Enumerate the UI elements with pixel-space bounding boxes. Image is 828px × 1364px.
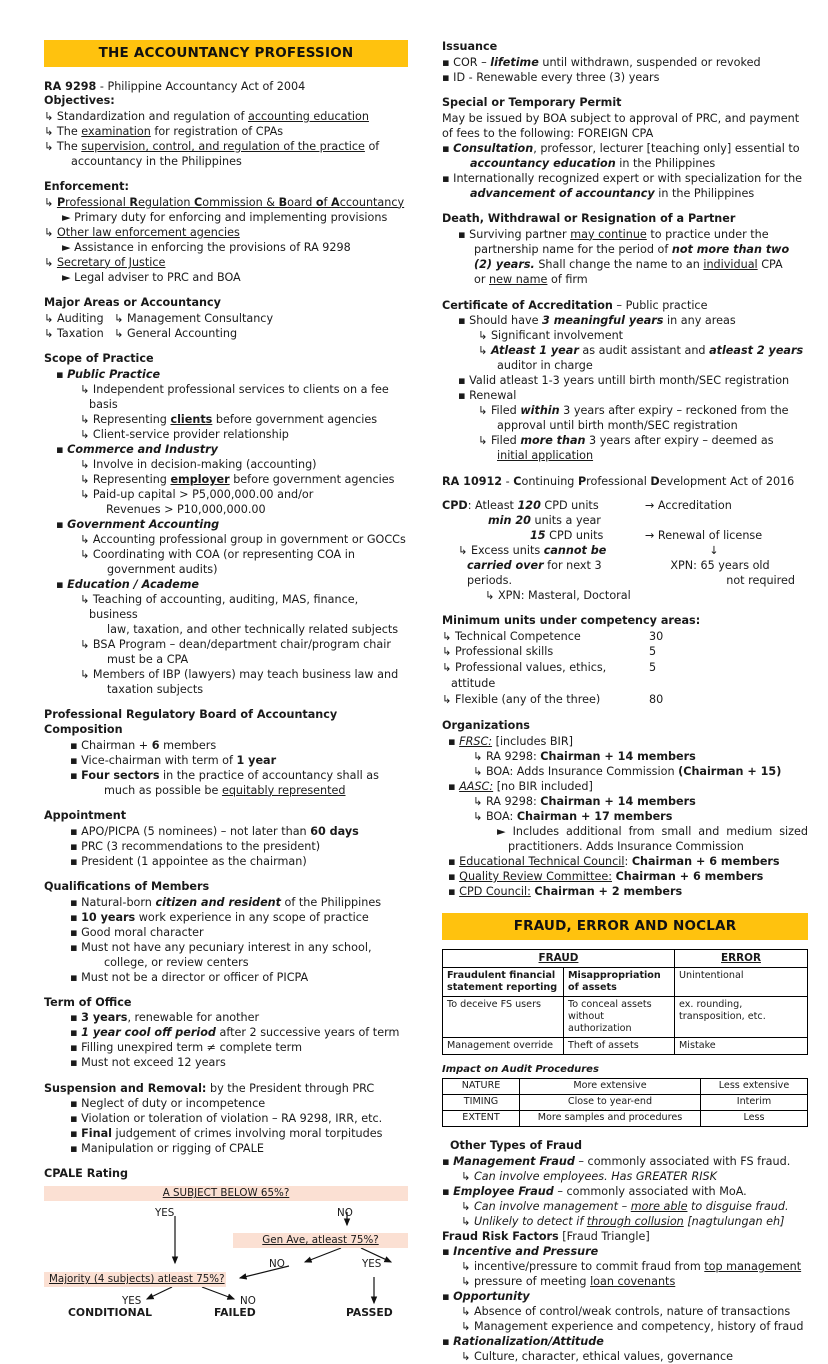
cpd-left-text	[442, 498, 642, 603]
ra9298-title: - Philippine Accountancy Act of 2004	[96, 80, 306, 93]
other-fraud-heading: Other Types of Fraud	[450, 1138, 582, 1152]
table-cell: NATURE	[443, 1078, 520, 1094]
flow-question-1: A SUBJECT BELOW 65%?	[44, 1186, 408, 1201]
prboa-item: ▪ Chairman + 6 members	[70, 738, 217, 752]
qualification-item-cont: college, or review centers	[104, 955, 249, 969]
death-item-cont: (2) years. Shall change the name to an individual CPA	[474, 257, 783, 271]
organization-item: ▪ Educational Technical Council: Chairman + 6 members	[448, 854, 780, 868]
cpd-diagram	[442, 498, 808, 603]
death-item-cont: or new name of firm	[474, 272, 588, 286]
min-units-row: ↳ Professional values, ethics, attitude 5	[442, 660, 808, 692]
table-cell: Misappropriation of assets	[564, 967, 675, 996]
appointment-item: ▪ President (1 appointee as the chairman)	[70, 854, 307, 868]
flow-label-no-3: NO	[240, 1295, 256, 1308]
enforcement-subitem: ► Legal adviser to PRC and BOA	[62, 270, 241, 284]
table-row	[443, 1094, 808, 1110]
accreditation-heading: Certificate of Accreditation	[442, 298, 613, 312]
term-item: ▪ 1 year cool off period after 2 successive years of term	[70, 1026, 400, 1040]
table-cell: Theft of assets	[564, 1037, 675, 1054]
cpd-line: carried over for next 3	[467, 558, 602, 572]
table-row	[443, 1078, 808, 1094]
ra9298-title-line	[44, 79, 408, 94]
major-area-cell: ↳ Taxation	[44, 326, 104, 340]
scope-item: ↳ Client-service provider relationship	[80, 428, 289, 442]
death-item-cont: partnership name for the period of not more than two	[474, 242, 790, 256]
flow-question-3: Majority (4 subjects) atleast 75%?	[44, 1272, 226, 1287]
scope-of-practice-block	[44, 352, 408, 697]
appointment-item: ▪ APO/PICPA (5 nominees) – not later than 60 days	[70, 824, 359, 838]
fraud-error-table	[442, 949, 808, 1055]
organization-item: ▪ Quality Review Committee: Chairman + 6 members	[448, 869, 764, 883]
qualifications-heading: Qualifications of Members	[44, 879, 210, 893]
enforcement-item: ↳ Other law enforcement agencies	[44, 225, 240, 239]
organization-subsubitem: ► Includes additional from small and medium sized practitioners. Adds Insurance Commission	[497, 824, 808, 853]
cpale-heading: CPALE Rating	[44, 1167, 129, 1181]
flow-result-conditional: CONDITIONAL	[68, 1306, 152, 1320]
scope-item: ↳ Accounting professional group in government or GOCCs	[80, 533, 406, 547]
other-fraud-item: ▪ Management Fraud – commonly associated with FS fraud.	[442, 1154, 791, 1168]
term-of-office-block	[44, 996, 408, 1071]
scope-group-label: ▪ Public Practice	[56, 368, 161, 382]
risk-item: ↳ Management experience and competency, history of fraud	[461, 1319, 804, 1333]
scope-item: ↳ BSA Program – dean/department chair/program chair	[80, 638, 391, 652]
right-column	[442, 40, 808, 1364]
other-fraud-subitem: ↳ Unlikely to detect if through collusion [nagtulungan eh]	[461, 1214, 785, 1228]
risk-item: ↳ Culture, character, ethical values, governance	[461, 1349, 734, 1363]
qualification-item: ▪ Must not have any pecuniary interest in any school,	[70, 940, 372, 954]
suspension-item: ▪ Violation or toleration of violation – RA 9298, IRR, etc.	[70, 1112, 383, 1126]
cpd-xpn-line: XPN: 65 years old	[670, 558, 770, 572]
fraud-header-cell: FRAUD	[443, 949, 675, 967]
scope-group-label: ▪ Education / Academe	[56, 578, 199, 592]
scope-item-cont: law, taxation, and other technically related subjects	[107, 623, 399, 637]
table-cell: To deceive FS users	[443, 996, 564, 1037]
risk-heading-line: Fraud Risk Factors [Fraud Triangle]	[442, 1229, 650, 1243]
risk-group: ▪ Opportunity	[442, 1289, 530, 1303]
scope-item: ↳ Paid-up capital > P5,000,000.00 and/or	[80, 488, 314, 502]
cpd-arrow-line: → Renewal of license	[645, 528, 763, 542]
cpd-line: min 20 units a year	[488, 513, 601, 527]
appointment-heading: Appointment	[44, 808, 127, 822]
table-row	[443, 967, 808, 996]
qualification-item: ▪ Must not be a director or officer of PICPA	[70, 970, 309, 984]
left-column	[44, 40, 408, 1318]
scope-item: ↳ Coordinating with COA (or representing COA in	[80, 548, 355, 562]
cpd-line: periods.	[467, 573, 513, 587]
objectives-heading: Objectives:	[44, 94, 115, 107]
table-cell: More samples and procedures	[520, 1110, 701, 1126]
term-item: ▪ Must not exceed 12 years	[70, 1056, 226, 1070]
scope-item-cont: Revenues > P10,000,000.00	[106, 503, 266, 517]
other-fraud-subitem: ↳ Can involve management – more able to disguise fraud.	[461, 1199, 789, 1213]
renewal-subitem-cont: approval until birth month/SEC registration	[497, 418, 738, 432]
organization-item: ▪ CPD Council: Chairman + 2 members	[448, 884, 683, 898]
prboa-heading: Professional Regulatory Board of Accountancy	[44, 708, 338, 722]
suspension-item: ▪ Manipulation or rigging of CPALE	[70, 1142, 264, 1156]
accreditation-subitem: ↳ Atleast 1 year as audit assistant and atleast 2 years	[478, 343, 804, 357]
organization-subitem: ↳ RA 9298: Chairman + 14 members	[473, 749, 696, 763]
cpd-down-arrow: ↓	[709, 543, 719, 557]
organization-subitem: ↳ BOA: Adds Insurance Commission (Chairman + 15)	[473, 764, 782, 778]
major-area-cell: ↳ General Accounting	[114, 326, 238, 340]
flow-question-2: Gen Ave, atleast 75%?	[233, 1233, 408, 1248]
major-areas-heading: Major Areas or Accountancy	[44, 295, 221, 309]
flow-label-no-2: NO	[269, 1258, 285, 1271]
risk-group: ▪ Rationalization/Attitude	[442, 1334, 604, 1348]
table-cell: TIMING	[443, 1094, 520, 1110]
scope-item: ↳ Representing clients before government agencies	[80, 413, 378, 427]
accreditation-block	[442, 298, 808, 463]
accreditation-item: ▪ Renewal	[458, 388, 517, 402]
ra9298-block	[44, 79, 408, 169]
permit-item-cont: advancement of accountancy in the Philippines	[470, 186, 755, 200]
organizations-block	[442, 719, 808, 899]
flow-label-no-1: NO	[337, 1207, 353, 1220]
other-fraud-item: ▪ Employee Fraud – commonly associated with MoA.	[442, 1184, 747, 1198]
issuance-block	[442, 40, 808, 85]
scope-group-label: ▪ Government Accounting	[56, 518, 220, 532]
major-areas-row	[44, 311, 408, 326]
enforcement-subitem: ► Primary duty for enforcing and implementing provisions	[62, 210, 388, 224]
cpd-arrow-line: → Accreditation	[645, 498, 732, 512]
scope-item-cont: government audits)	[107, 563, 218, 577]
scope-item: ↳ Involve in decision-making (accounting)	[80, 458, 317, 472]
permit-item-cont: accountancy education in the Philippines	[470, 156, 716, 170]
prboa-composition-heading: Composition	[44, 722, 123, 736]
scope-item: ↳ Independent professional services to clients on a fee basis	[80, 383, 389, 412]
min-units-value: 5	[649, 661, 657, 675]
table-cell: More extensive	[520, 1078, 701, 1094]
cpd-line: ↳ XPN: Masteral, Doctoral	[485, 588, 631, 602]
table-cell: Unintentional	[675, 967, 808, 996]
death-item: ▪ Surviving partner may continue to practice under the	[458, 227, 769, 241]
appointment-item: ▪ PRC (3 recommendations to the president)	[70, 839, 321, 853]
organization-item: ▪ FRSC: [includes BIR]	[448, 734, 573, 748]
renewal-subitem: ↳ Filed more than 3 years after expiry – deemed as	[478, 433, 774, 447]
organization-subitem: ↳ BOA: Chairman + 17 members	[473, 809, 673, 823]
scope-item: ↳ Members of IBP (lawyers) may teach business law and	[80, 668, 399, 682]
permit-intro-2: of fees to the following: FOREIGN CPA	[442, 126, 654, 140]
flow-label-yes-2: YES	[362, 1258, 382, 1271]
scope-group-label: ▪ Commerce and Industry	[56, 443, 218, 457]
table-cell: Interim	[701, 1094, 808, 1110]
cpd-right-text	[645, 498, 805, 588]
table-row	[443, 949, 808, 967]
flow-label-yes-1: YES	[155, 1207, 175, 1220]
flow-result-passed: PASSED	[346, 1306, 393, 1320]
table-cell: Less extensive	[701, 1078, 808, 1094]
organizations-heading: Organizations	[442, 719, 530, 733]
death-heading: Death, Withdrawal or Resignation of a Partner	[442, 211, 736, 225]
enforcement-subitem: ► Assistance in enforcing the provisions of RA 9298	[62, 240, 351, 254]
table-cell: Less	[701, 1110, 808, 1126]
enforcement-item: ↳ Secretary of Justice	[44, 255, 166, 269]
permit-item: ▪ Internationally recognized expert or with specialization for the	[442, 171, 803, 185]
left-section-banner: THE ACCOUNTANCY PROFESSION	[44, 40, 408, 67]
suspension-block	[44, 1081, 408, 1156]
scope-item: ↳ Teaching of accounting, auditing, MAS, finance, business	[80, 593, 359, 622]
risk-item: ↳ incentive/pressure to commit fraud from top management	[461, 1259, 802, 1273]
table-cell: To conceal assets without authorization	[564, 996, 675, 1037]
table-row	[443, 1037, 808, 1054]
cpd-line: 15 CPD units	[530, 528, 604, 542]
appointment-block	[44, 809, 408, 869]
renewal-subitem-cont: initial application	[497, 448, 594, 462]
table-cell: EXTENT	[443, 1110, 520, 1126]
prboa-block	[44, 708, 408, 798]
scope-item-cont: taxation subjects	[107, 683, 204, 697]
enforcement-block	[44, 180, 408, 285]
flowchart-arrows	[44, 1186, 408, 1318]
impact-table	[442, 1078, 808, 1127]
term-item: ▪ 3 years, renewable for another	[70, 1011, 260, 1025]
suspension-heading-line	[44, 1081, 408, 1096]
permit-heading: Special or Temporary Permit	[442, 95, 622, 109]
prboa-item-cont: much as possible be equitably represented	[104, 783, 346, 797]
table-row	[443, 996, 808, 1037]
term-heading: Term of Office	[44, 995, 132, 1009]
two-column-layout	[44, 40, 808, 1364]
objective-item-cont: accountancy in the Philippines	[71, 154, 242, 168]
table-cell: Mistake	[675, 1037, 808, 1054]
impact-table-caption: Impact on Audit Procedures	[442, 1063, 599, 1075]
issuance-item: ▪ COR – lifetime until withdrawn, suspended or revoked	[442, 55, 761, 69]
risk-item: ↳ pressure of meeting loan covenants	[461, 1274, 676, 1288]
permit-intro-1: May be issued by BOA subject to approval of PRC, and payment	[442, 111, 800, 125]
accreditation-subitem: ↳ Significant involvement	[478, 328, 624, 342]
error-header-cell: ERROR	[675, 949, 808, 967]
min-units-value: 5	[649, 645, 657, 659]
qualification-item: ▪ 10 years work experience in any scope of practice	[70, 910, 369, 924]
suspension-item: ▪ Neglect of duty or incompetence	[70, 1097, 266, 1111]
table-row	[443, 1110, 808, 1126]
qualifications-block	[44, 880, 408, 985]
renewal-subitem: ↳ Filed within 3 years after expiry – reckoned from the	[478, 403, 789, 417]
objective-item: ↳ Standardization and regulation of accounting education	[44, 109, 369, 123]
suspension-heading-rest: by the President through PRC	[206, 1082, 375, 1096]
prboa-item: ▪ Four sectors in the practice of accountancy shall as	[70, 768, 379, 782]
accreditation-heading-line: Certificate of Accreditation – Public practice	[442, 298, 708, 312]
major-areas-block	[44, 296, 408, 341]
min-units-row: ↳ Professional skills 5	[442, 644, 808, 660]
cpale-flowchart	[44, 1186, 408, 1318]
minimum-units-block	[442, 614, 808, 708]
fraud-risk-factors-block	[442, 1229, 808, 1364]
accreditation-subitem-cont: auditor in charge	[497, 358, 593, 372]
flow-label-yes-3: YES	[122, 1295, 142, 1308]
objective-item: ↳ The examination for registration of CPAs	[44, 124, 284, 138]
death-withdrawal-block	[442, 212, 808, 287]
ra10912-block	[442, 474, 808, 603]
min-units-value: 80	[649, 693, 664, 707]
enforcement-heading: Enforcement:	[44, 179, 129, 193]
issuance-item: ▪ ID - Renewable every three (3) years	[442, 70, 660, 84]
cpd-xpn-line: not required	[726, 573, 795, 587]
special-permit-block	[442, 96, 808, 201]
issuance-heading: Issuance	[442, 40, 498, 53]
min-units-row: ↳ Technical Competence 30	[442, 629, 808, 645]
other-fraud-subitem: ↳ Can involve employees. Has GREATER RISK	[461, 1169, 717, 1183]
major-areas-row	[44, 326, 408, 341]
min-units-value: 30	[649, 629, 664, 643]
table-cell: ex. rounding, transposition, etc.	[675, 996, 808, 1037]
scope-heading: Scope of Practice	[44, 352, 154, 366]
table-cell: Close to year-end	[520, 1094, 701, 1110]
min-units-heading: Minimum units under competency areas:	[442, 613, 701, 627]
table-cell: Fraudulent financial statement reporting	[443, 967, 564, 996]
suspension-item: ▪ Final judgement of crimes involving moral torpitudes	[70, 1127, 383, 1141]
enforcement-item: ↳ Professional Regulation Commission & Board of Accountancy	[44, 195, 405, 209]
major-area-cell: ↳ Auditing	[44, 311, 104, 325]
ra10912-title-line: RA 10912 - Continuing Professional Development Act of 2016	[442, 474, 795, 488]
right-section-banner: FRAUD, ERROR AND NOCLAR	[442, 913, 808, 940]
major-area-cell: ↳ Management Consultancy	[114, 311, 274, 325]
table-cell: Management override	[443, 1037, 564, 1054]
ra9298-code: RA 9298	[44, 80, 97, 93]
qualification-item: ▪ Natural-born citizen and resident of the Philippines	[70, 895, 382, 909]
accreditation-item: ▪ Should have 3 meaningful years in any areas	[458, 313, 736, 327]
risk-group: ▪ Incentive and Pressure	[442, 1244, 599, 1258]
min-units-row: ↳ Flexible (any of the three) 80	[442, 692, 808, 708]
scope-item: ↳ Representing employer before government agencies	[80, 473, 395, 487]
organization-subitem: ↳ RA 9298: Chairman + 14 members	[473, 794, 696, 808]
objective-item: ↳ The supervision, control, and regulation of the practice of	[44, 139, 380, 153]
cpd-line: ↳ Excess units cannot be	[458, 543, 607, 557]
term-item: ▪ Filling unexpired term ≠ complete term	[70, 1041, 302, 1055]
cpale-rating-block	[44, 1167, 408, 1318]
risk-item: ↳ Absence of control/weak controls, nature of transactions	[461, 1304, 791, 1318]
qualification-item: ▪ Good moral character	[70, 925, 204, 939]
suspension-heading: Suspension and Removal:	[44, 1082, 207, 1096]
accreditation-item: ▪ Valid atleast 1-3 years untill birth month/SEC registration	[458, 373, 790, 387]
scope-item-cont: must be a CPA	[107, 653, 189, 667]
organization-item: ▪ AASC: [no BIR included]	[448, 779, 593, 793]
prboa-item: ▪ Vice-chairman with term of 1 year	[70, 753, 277, 767]
other-fraud-block	[442, 1139, 808, 1229]
permit-item: ▪ Consultation, professor, lecturer [teaching only] essential to	[442, 141, 800, 155]
flow-result-failed: FAILED	[214, 1306, 256, 1320]
cpd-line: CPD: Atleast 120 CPD units	[442, 498, 599, 512]
